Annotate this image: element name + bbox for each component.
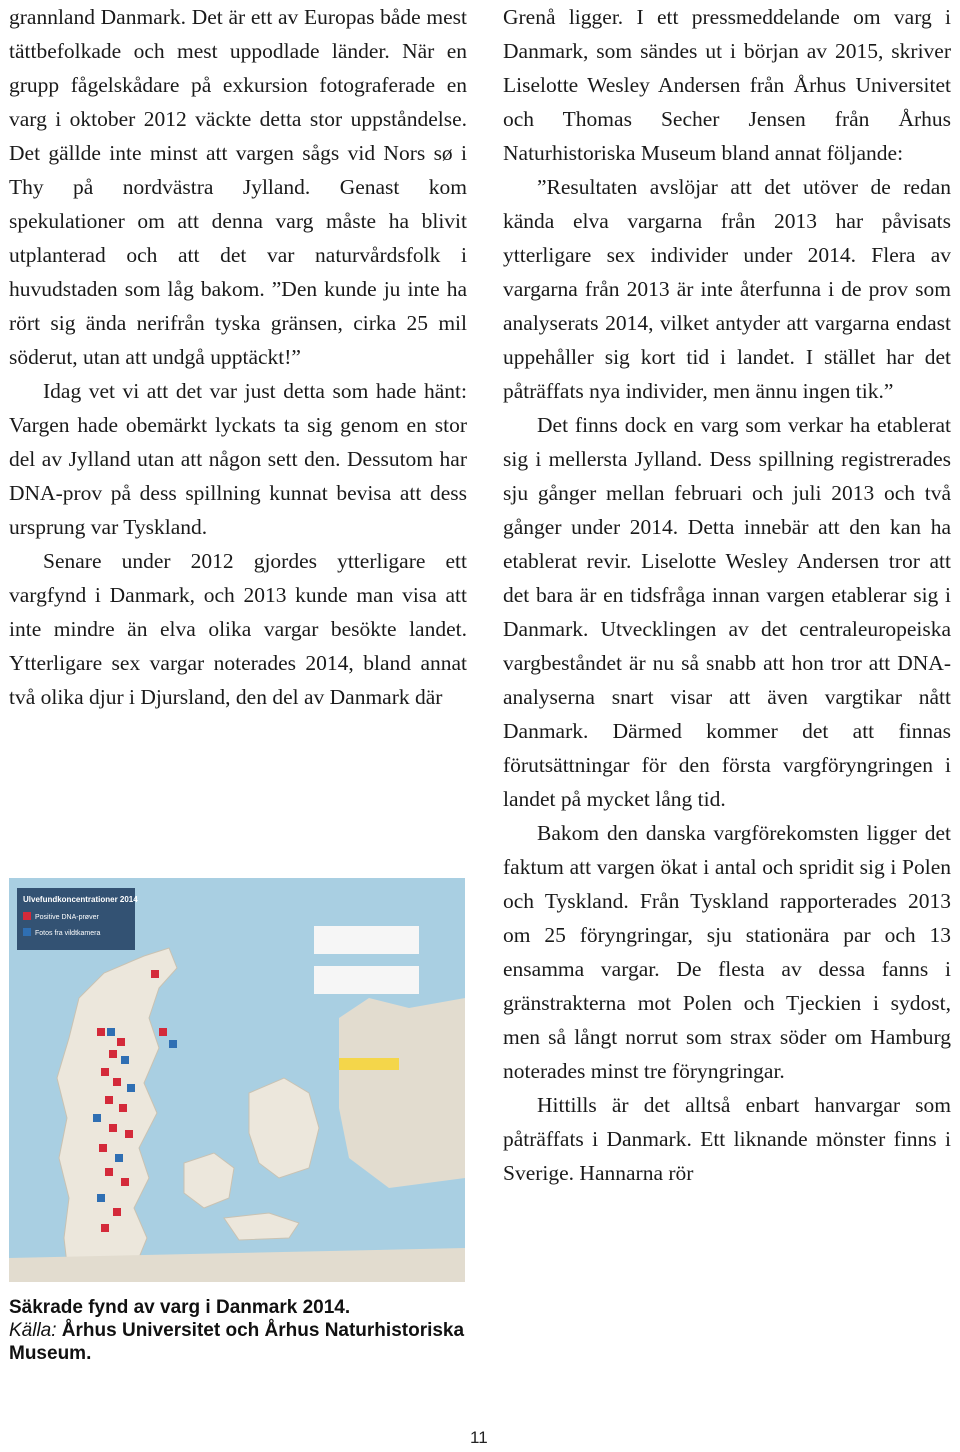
right-paragraph-4: Bakom den danska vargförekomsten ligger det faktum att vargen ökat i antal och spridit sig i Polen och Tyskland. Från Tyskland rapporterades 2013 om 25 föryngringar, sju stationära par och 13 ensamma vargar. De flesta av dessa fanns i gränstrakterna mot Polen och Tjeckien i sydost, men så långt norrut som strax söder om Hamburg noterades minst tre föryngringar. [503, 821, 951, 1083]
logo-placeholder-2 [314, 966, 419, 994]
marker [101, 1068, 109, 1076]
denmark-wolf-map-figure [9, 878, 465, 1282]
marker [125, 1130, 133, 1138]
map-title: Ulvefundkoncentrationer 2014 [23, 895, 138, 904]
caption-title: Säkrade fynd av varg i Danmark 2014. [9, 1297, 351, 1318]
marker [127, 1084, 135, 1092]
marker [105, 1168, 113, 1176]
legend-red-marker [23, 912, 31, 920]
figure-caption [9, 1296, 479, 1365]
right-paragraph-2: ”Resultaten avslöjar att det utöver de redan kända elva vargarna från 2013 har påvisats ytterligare sex individer under 2014. Flera av vargarna från 2013 är inte återfunna i de prov som analyserats 2014, vilket antyder att vargarna endast uppehåller sig kort tid i landet. I stället har det påträffats nya individer, men ännu ingen tik.” [503, 175, 951, 403]
marker [93, 1114, 101, 1122]
marker [97, 1028, 105, 1036]
marker [159, 1028, 167, 1036]
logo-placeholder-1 [314, 926, 419, 954]
legend-label-dna: Positive DNA-prøver [35, 914, 99, 921]
marker [101, 1224, 109, 1232]
logo-placeholder-3 [339, 1058, 399, 1070]
right-text-column [503, 0, 951, 1190]
marker [151, 970, 159, 978]
marker [107, 1028, 115, 1036]
zealand-land [249, 1078, 319, 1178]
marker [105, 1096, 113, 1104]
marker [117, 1038, 125, 1046]
page-number: 11 [470, 1428, 488, 1447]
marker [169, 1040, 177, 1048]
sweden-land [339, 998, 465, 1188]
right-paragraph-3: Det finns dock en varg som verkar ha etablerat sig i mellersta Jylland. Dess spillning registrerades sju gånger mellan februari och juli 2013 och två gånger under 2014. Detta innebär att den kan ha etablerat revir. Liselotte Wesley Andersen tror att det bara är en tidsfråga innan vargen etablerar sig i Danmark. Utvecklingen av det centraleuropeiska vargbeståndet är nu så snabb att hon tror att DNA-analyserna snart visar att även vargtikar nått Danmark. Därmed kommer det att finnas förutsättningar för den första vargföryngringen i landet på mycket lång tid. [503, 413, 951, 811]
marker [121, 1178, 129, 1186]
marker [115, 1154, 123, 1162]
left-text-column [9, 0, 467, 714]
caption-source-line [9, 1319, 479, 1365]
marker [113, 1208, 121, 1216]
denmark-map [9, 878, 465, 1282]
marker [119, 1104, 127, 1112]
left-paragraph-2: Idag vet vi att det var just detta som hade hänt: Vargen hade obemärkt lyckats ta sig genom en stor del av Jylland utan att någon sett den. Dessutom har DNA-prov på dess spillning kunnat bevisa att dess ursprung var Tyskland. [9, 379, 467, 539]
left-paragraph-3: Senare under 2012 gjordes ytterligare ett vargfynd i Danmark, och 2013 kunde man visa att inte mindre än elva olika vargar besökte landet. Ytterligare sex vargar noterades 2014, bland annat två olika djur i Djursland, den del av Danmark där [9, 549, 467, 709]
marker [99, 1144, 107, 1152]
right-paragraph-5: Hittills är det alltså enbart hanvargar som påträffats i Danmark. Ett liknande mönster finns i Sverige. Hannarna rör [503, 1093, 951, 1185]
legend-blue-marker [23, 928, 31, 936]
marker [109, 1124, 117, 1132]
caption-source-label: Källa: [9, 1320, 57, 1341]
left-paragraph-1: grannland Danmark. Det är ett av Europas både mest tättbefolkade och mest uppodlade länder. När en grupp fågelskådare på exkursion fotograferade en varg i oktober 2012 väckte detta stor uppståndelse. Det gällde inte minst att vargen sågs vid Nors sø i Thy på nordvästra Jylland. Genast kom spekulationer om att denna varg måste ha blivit utplanterad och att det var naturvårdsfolk i huvudstaden som låg bakom. ”Den kunde ju inte ha rört sig ända nerifrån tyska gränsen, cirka 25 mil söderut, utan att undgå upptäckt!” [9, 5, 467, 369]
marker [109, 1050, 117, 1058]
marker [121, 1056, 129, 1064]
right-paragraph-1: Grenå ligger. I ett pressmeddelande om varg i Danmark, som sändes ut i början av 2015, skriver Liselotte Wesley Andersen från Århus Universitet och Thomas Secher Jensen från Århus Naturhistoriska Museum bland annat följande: [503, 5, 951, 165]
legend-label-photo: Fotos fra vildtkamera [35, 930, 101, 937]
caption-source: Århus Universitet och Århus Naturhistoriska Museum. [9, 1320, 465, 1364]
marker [113, 1078, 121, 1086]
marker [97, 1194, 105, 1202]
